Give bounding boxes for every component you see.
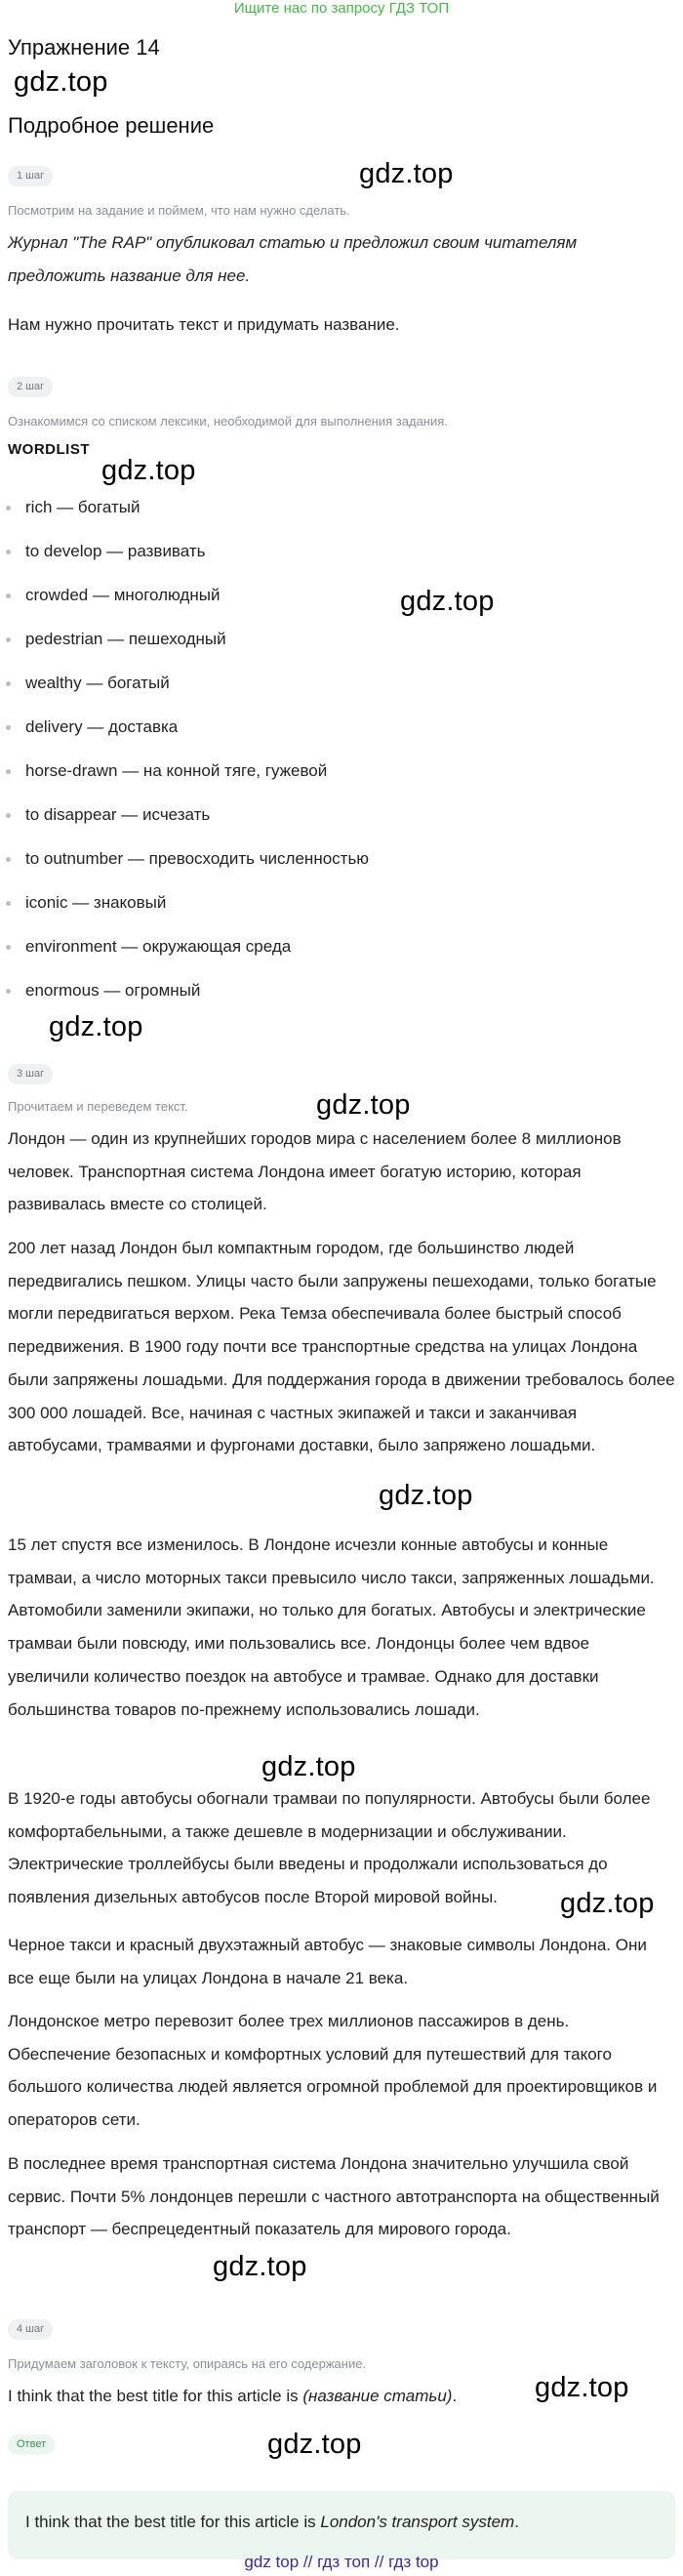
watermark: gdz.top: [14, 66, 108, 98]
wordlist-item: delivery — доставка: [25, 717, 179, 736]
watermark: gdz.top: [49, 1011, 143, 1043]
wordlist-item: horse-drawn — на конной тяге, гужевой: [25, 761, 328, 780]
sentence-italic: (название статьи): [302, 2387, 453, 2405]
step-badge: 4 шаг: [8, 2319, 53, 2340]
paragraph: Черное такси и красный двухэтажный автобус — знаковые символы Лондона. Они все еще были на улицах Лондона в начале 21 века.: [8, 1936, 647, 1987]
wordlist-item: pedestrian — пешеходный: [25, 630, 226, 648]
watermark: gdz.top: [213, 2251, 307, 2282]
watermark: gdz.top: [316, 1089, 411, 1121]
paragraph: В последнее время транспортная система Лондона значительно улучшила свой сервис. Почти 5% лондонцев перешли с частного автотранспорта на общественный транспорт — беспрецедентный показатель для мирового города.: [8, 2154, 660, 2239]
answer-start: I think that the best title for this article is: [25, 2513, 321, 2531]
watermark: gdz.top: [101, 455, 196, 486]
watermark: gdz.top: [379, 1480, 473, 1511]
step-hint: Прочитаем и переведем текст.: [8, 1099, 188, 1114]
step-hint: Придумаем заголовок к тексту, опираясь на его содержание.: [8, 2356, 367, 2371]
top-banner[interactable]: Ищите нас по запросу ГДЗ ТОП: [233, 0, 450, 17]
wordlist-item: wealthy — богатый: [25, 674, 170, 692]
wordlist-item: rich — богатый: [25, 498, 141, 516]
paragraph: Лондонское метро перевозит более трех миллионов пассажиров в день. Обеспечение безопасных и комфортных условий для путешествий для такого большого количества людей является огромной проблемой для проектировщиков и операторов сети.: [8, 2012, 658, 2130]
step-hint: Посмотрим на задание и поймем, что нам нужно сделать.: [8, 203, 350, 218]
wordlist-item: to develop — развивать: [25, 542, 206, 560]
answer-text: [25, 2513, 519, 2532]
sentence-start: I think that the best title for this article is: [8, 2387, 303, 2405]
paragraph: 15 лет спустя все изменилось. В Лондоне исчезли конные автобусы и конные трамваи, а число моторных такси превысило число такси, запряженных лошадьми. Автомобили заменили экипажи, но только для богатых. Автобусы и электрические трамваи были повсюду, ими пользовались все. Лондонцы более чем вдвое увеличили количество поездок на автобусе и трамвае. Однако для доставки большинства товаров по-прежнему использовались лошади.: [8, 1535, 655, 1719]
sentence-end: .: [452, 2387, 458, 2405]
watermark: gdz.top: [261, 1751, 356, 1782]
step-hint: Ознакомимся со списком лексики, необходимой для выполнения задания.: [8, 414, 448, 429]
wordlist-item: crowded — многолюдный: [25, 586, 221, 604]
watermark: gdz.top: [535, 2372, 629, 2403]
task-text: Журнал "The RAP" опубликовал статью и предложил своим читателям предложить название для нее.: [8, 233, 578, 285]
wordlist-item: environment — окружающая среда: [25, 937, 292, 956]
wordlist-title: WORDLIST: [8, 441, 90, 458]
page-subtitle: Подробное решение: [8, 113, 215, 138]
step-sentence: [8, 2380, 457, 2413]
paragraph: В 1920-е годы автобусы обогнали трамваи по популярности. Автобусы были более комфортабельными, а также дешевле в модернизации и обслуживании. Электрические троллейбусы были введены и продолжали использоваться до появления дизельных автобусов после Второй мировой войны.: [8, 1789, 651, 1907]
wordlist-item: to outnumber — превосходить численностью: [25, 849, 370, 868]
wordlist-item: iconic — знаковый: [25, 893, 167, 912]
step-badge: 3 шаг: [8, 1064, 53, 1084]
watermark: gdz.top: [400, 586, 495, 617]
answer-end: .: [514, 2513, 519, 2531]
watermark: gdz.top: [267, 2429, 362, 2460]
answer-badge: Ответ: [8, 2434, 55, 2455]
watermark: gdz.top: [560, 1888, 655, 1919]
step-badge: 2 шаг: [8, 377, 53, 397]
wordlist-item: enormous — огромный: [25, 981, 201, 1000]
footer-links[interactable]: gdz top // гдз топ // гдз top: [244, 2553, 439, 2571]
page-title: Упражнение 14: [8, 35, 160, 60]
step-badge: 1 шаг: [8, 166, 53, 186]
paragraph: Лондон — один из крупнейших городов мира с населением более 8 миллионов человек. Транспортная система Лондона имеет богатую историю, которая развивалась вместе со столицей.: [8, 1129, 622, 1214]
paragraph: 200 лет назад Лондон был компактным городом, где большинство людей передвигались пешком. Улицы часто были запружены пешеходами, только богатые могли передвигаться верхом. Река Темза обеспечивала более быстрый способ передвижения. В 1900 году почти все транспортные средства на улицах Лондона были запряжены лошадьми. Для поддержания города в движении требовалось более 300 000 лошадей. Все, начиная с частных экипажей и такси и заканчивая автобусами, трамваями и фургонами доставки, было запряжено лошадьми.: [8, 1239, 675, 1455]
watermark: gdz.top: [359, 158, 454, 189]
answer-italic: London's transport system: [320, 2513, 515, 2531]
wordlist-item: to disappear — исчезать: [25, 805, 211, 824]
step-text: Нам нужно прочитать текст и придумать название.: [8, 315, 400, 334]
